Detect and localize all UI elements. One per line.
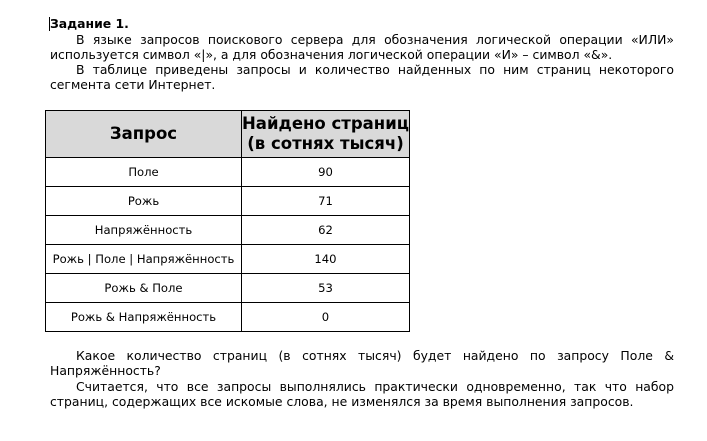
intro-paragraph-operators: В языке запросов поискового сервера для обозначения логической операции «ИЛИ» используется символ «|», а для обозначения логической операции «И» – символ «&». <box>50 32 674 62</box>
query-cell: Напряжённость <box>46 216 242 245</box>
table-row <box>46 216 410 245</box>
count-cell: 53 <box>242 274 410 303</box>
table-row <box>46 245 410 274</box>
count-cell: 140 <box>242 245 410 274</box>
table-row <box>46 303 410 332</box>
query-results-table <box>45 110 410 332</box>
assumption-paragraph: Считается, что все запросы выполнялись практически одновременно, так что набор страниц, содержащих все искомые слова, не изменялся за время выполнения запросов. <box>50 379 674 409</box>
header-found-line1: Найдено страниц <box>242 114 409 133</box>
table-row <box>46 158 410 187</box>
query-cell: Рожь & Поле <box>46 274 242 303</box>
count-cell: 71 <box>242 187 410 216</box>
count-cell: 0 <box>242 303 410 332</box>
header-found-pages <box>242 111 410 158</box>
query-cell: Поле <box>46 158 242 187</box>
task-question <box>50 348 674 409</box>
query-cell: Рожь & Напряжённость <box>46 303 242 332</box>
question-paragraph: Какое количество страниц (в сотнях тысяч) будет найдено по запросу Поле & Напряжённость? <box>50 348 674 378</box>
task-intro <box>50 16 674 92</box>
header-found-line2: (в сотнях тысяч) <box>247 134 404 153</box>
query-cell: Рожь | Поле | Напряжённость <box>46 245 242 274</box>
task-title: Задание 1. <box>50 16 129 31</box>
header-query: Запрос <box>46 111 242 158</box>
query-cell: Рожь <box>46 187 242 216</box>
count-cell: 90 <box>242 158 410 187</box>
table-row <box>46 187 410 216</box>
table-row <box>46 274 410 303</box>
intro-paragraph-table: В таблице приведены запросы и количество найденных по ним страниц некоторого сегмента сети Интернет. <box>50 62 674 92</box>
count-cell: 62 <box>242 216 410 245</box>
table-header-row <box>46 111 410 158</box>
